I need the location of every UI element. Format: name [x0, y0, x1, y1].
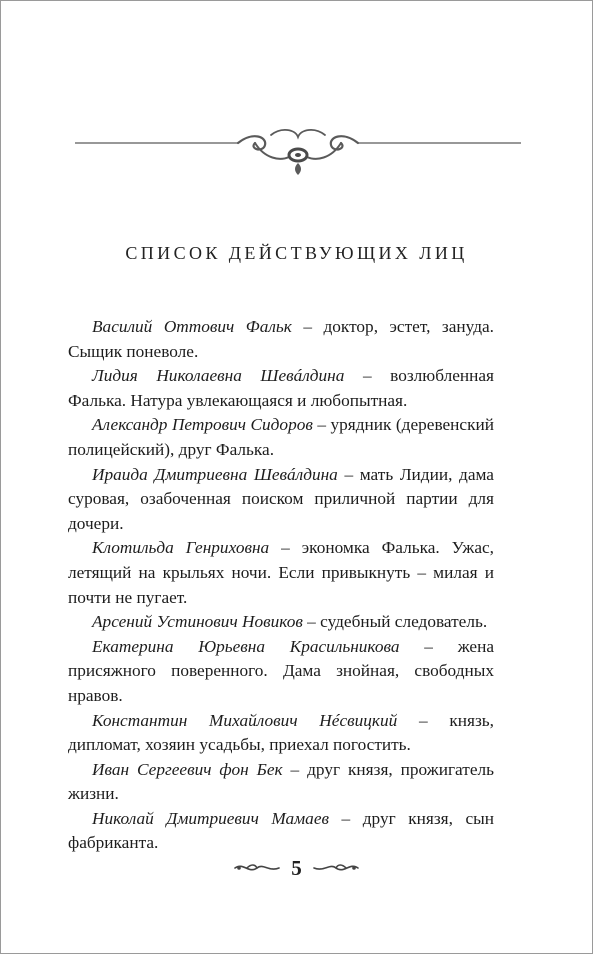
- cast-list: [68, 315, 494, 856]
- character-description: – экономка Фалька. Ужас, летящий на крыльях ночи. Если привыкнуть – милая и почти не пугает.: [68, 538, 494, 607]
- character-description: – друг князя, прожигатель жизни.: [68, 759, 494, 804]
- character-description: – доктор, эстет, зануда. Сыщик поневоле.: [68, 317, 494, 361]
- cast-entry: [68, 364, 494, 413]
- cast-entry: [68, 709, 494, 758]
- character-name: Василий Оттович Фальк: [92, 317, 292, 336]
- cast-entry: [68, 413, 494, 462]
- ornament-right-flourish: [312, 860, 360, 876]
- character-description: – жена присяжного поверенного. Дама знойная, свободных нравов.: [68, 636, 494, 705]
- character-name: Лидия Николаевна Шевáлдина: [92, 366, 345, 386]
- page-title: СПИСОК ДЕЙСТВУЮЩИХ ЛИЦ: [125, 243, 468, 263]
- character-name: Клотильда Генриховна: [92, 538, 270, 558]
- cast-entry: [68, 635, 494, 709]
- ornament-divider-top: [75, 123, 521, 179]
- character-description: – князь, дипломат, хозяин усадьбы, приехал погостить.: [68, 710, 494, 755]
- character-name: Александр Петрович Сидоров: [92, 415, 313, 435]
- character-name: Константин Михайлович Нéсвицкий: [92, 710, 398, 730]
- character-name: Екатерина Юрьевна Красильникова: [92, 636, 400, 656]
- cast-entry: [68, 807, 494, 856]
- cast-entry: [68, 315, 494, 364]
- character-description: – мать Лидии, дама суровая, озабоченная поиском приличной партии для дочери.: [68, 464, 494, 533]
- character-description: – друг князя, сын фабриканта.: [68, 808, 494, 853]
- cast-entry: [68, 536, 494, 610]
- page-number: 5: [291, 855, 302, 880]
- cast-entry: [68, 463, 494, 537]
- character-name: Иван Сергеевич фон Бек: [92, 759, 283, 779]
- ornament-left-flourish: [233, 860, 281, 876]
- character-description: – судебный следователь.: [302, 612, 488, 632]
- character-name: Ираида Дмитриевна Шевáлдина: [92, 464, 338, 484]
- character-description: – возлюбленная Фалька. Натура увлекающаяся и любопытная.: [68, 366, 494, 410]
- page-footer: [1, 853, 592, 883]
- character-name: Николай Дмитриевич Мамаев: [92, 808, 329, 828]
- cast-entry: [68, 610, 494, 635]
- cast-entry: [68, 758, 494, 807]
- character-description: – урядник (деревенский полицейский), друг Фалька.: [68, 415, 494, 459]
- character-name: Арсений Устинович Новиков: [92, 612, 303, 632]
